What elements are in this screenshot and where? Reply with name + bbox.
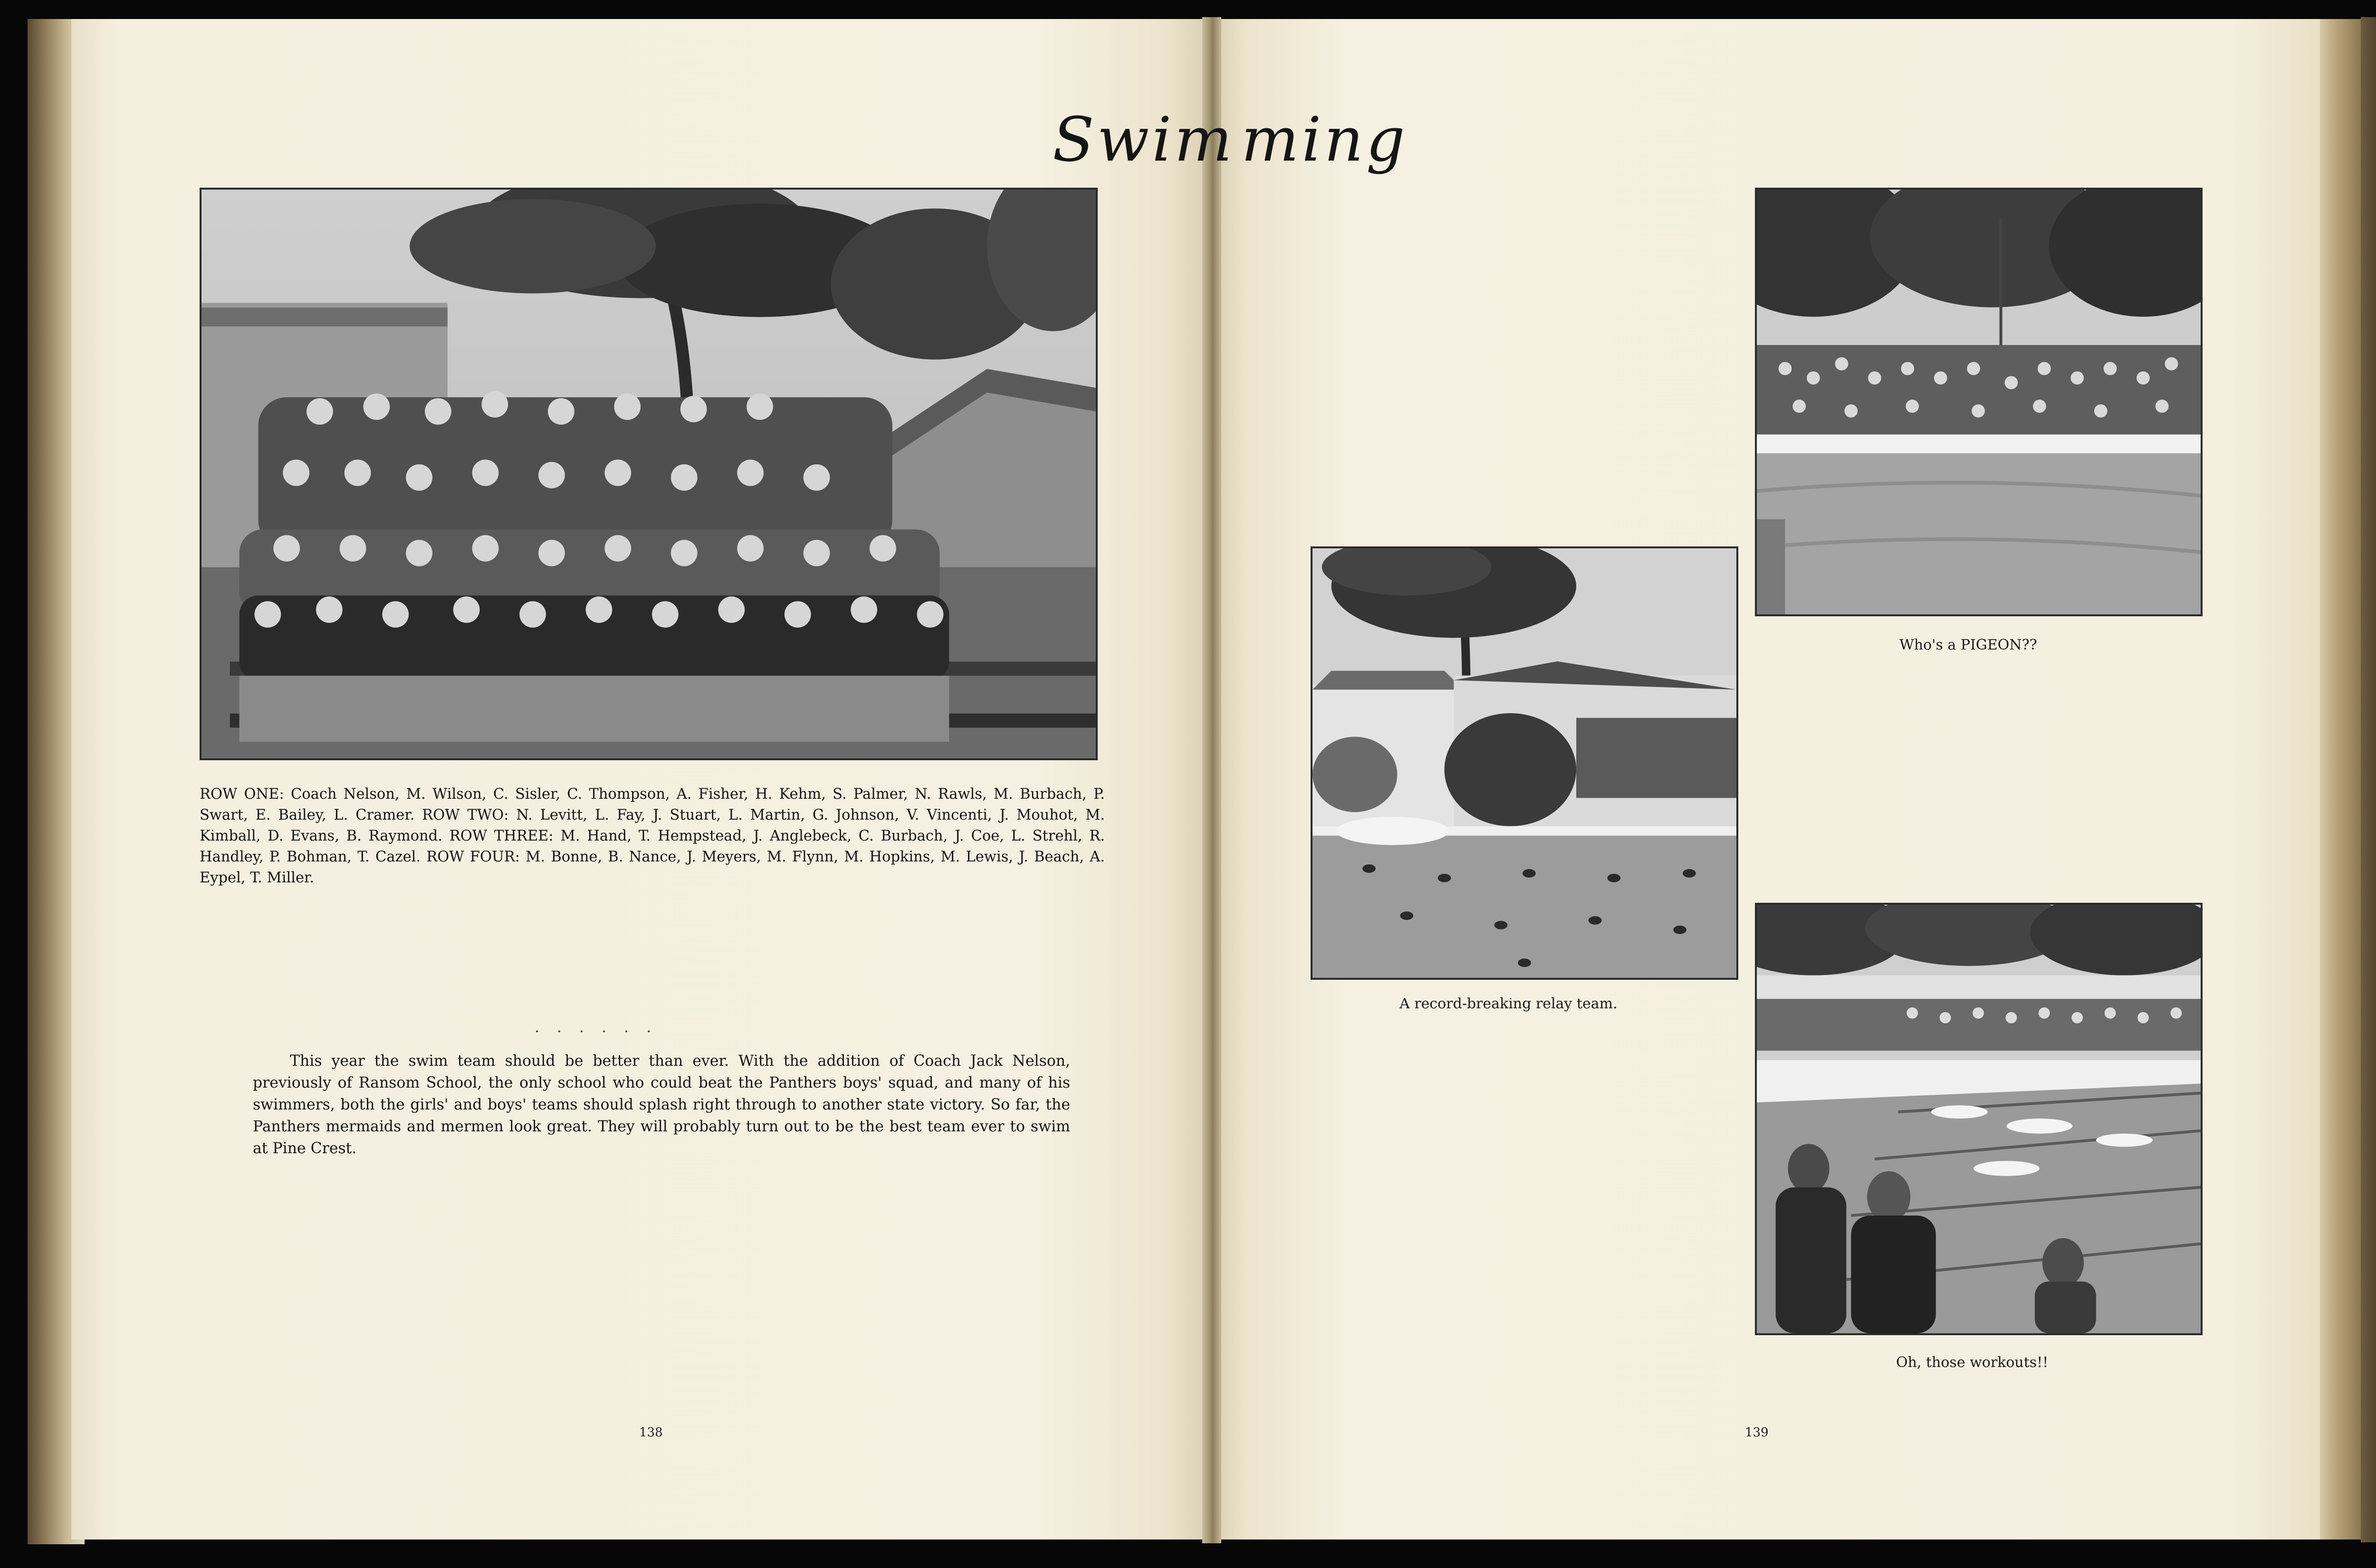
pigeon-photo <box>1755 188 2203 616</box>
book-page-stack-right <box>2319 19 2362 1539</box>
page-number-left: 138 <box>639 1425 663 1440</box>
workouts-photo <box>1755 903 2203 1335</box>
relay-team-illustration <box>1313 548 1736 978</box>
group-photo <box>200 188 1098 760</box>
book-gutter <box>1202 17 1221 1543</box>
workouts-illustration <box>1757 905 2201 1333</box>
roster-caption: ROW ONE: Coach Nelson, M. Wilson, C. Sisler, C. Thompson, A. Fisher, H. Kehm, S. Palmer, N. Rawls, M. Burbach, P. Swart, E. Bailey, L. Cramer. ROW TWO: N. Levitt, L. Fay, J. Stuart, L. Martin, G. Johnson, V. Vincenti, J. Mouhot, M. Kimball, D. Evans, B. Raymond. ROW THREE: M. Hand, T. Hempstead, J. Anglebeck, C. Burbach, J. Coe, L. Strehl, R. Handley, P. Bohman, T. Cazel. ROW FOUR: M. Bonne, B. Nance, J. Meyers, M. Flynn, M. Hopkins, M. Lewis, J. Beach, A. Eypel, T. Miller. <box>200 786 1105 886</box>
caption-relay: A record-breaking relay team. <box>1399 995 1618 1012</box>
caption-workouts: Oh, those workouts!! <box>1896 1354 2049 1371</box>
group-photo-illustration <box>201 190 1096 758</box>
decorative-dots: . . . . . . <box>535 1019 658 1036</box>
page-title-part1: Swim <box>1053 105 1235 175</box>
caption-pigeon: Who's a PIGEON?? <box>1899 637 2037 653</box>
page-title-part2: ming <box>1241 105 1408 175</box>
relay-team-photo <box>1311 546 1738 980</box>
pigeon-illustration <box>1757 190 2201 614</box>
intro-paragraph: This year the swim team should be better than ever. With the addition of Coach Jack Nelson, previously of Ransom School, the only school who could beat the Panthers boys' squad, and many of his swimmers, both the girls' and boys' teams should splash right through to another state victory. So far, the Panthers mermaids and mermen look great. They will probably turn out to be the best team ever to swim at Pine Crest. <box>253 1052 1070 1157</box>
book-cover-right-edge <box>2361 17 2376 1542</box>
page-number-right: 139 <box>1745 1425 1769 1440</box>
